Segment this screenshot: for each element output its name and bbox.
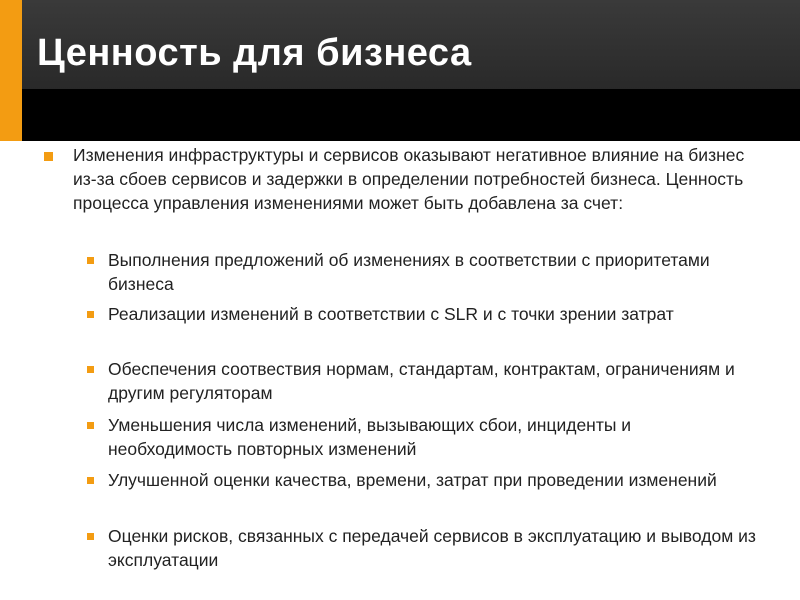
square-bullet-icon bbox=[87, 311, 94, 318]
slide-content bbox=[0, 141, 800, 600]
square-bullet-icon bbox=[87, 257, 94, 264]
square-bullet-icon bbox=[44, 152, 53, 161]
sub-bullet-item bbox=[0, 468, 800, 520]
sub-bullet-text: Реализации изменений в соответствии с SLR и с точки зрении затрат bbox=[108, 304, 674, 324]
sub-bullet-text: Оценки рисков, связанных с передачей сервисов в эксплуатацию и выводом из эксплуатации bbox=[108, 526, 756, 570]
sub-bullet-item bbox=[0, 413, 800, 465]
title-bar bbox=[0, 0, 800, 141]
orange-accent-bar bbox=[0, 0, 22, 141]
sub-bullet-text: Улучшенной оценки качества, времени, затрат при проведении изменений bbox=[108, 470, 717, 490]
sub-bullet-item bbox=[0, 248, 800, 300]
sub-bullet-item bbox=[0, 302, 800, 354]
sub-bullet-text: Уменьшения числа изменений, вызывающих сбои, инциденты и необходимость повторных изменений bbox=[108, 415, 632, 459]
slide-title: Ценность для бизнеса bbox=[37, 32, 472, 74]
square-bullet-icon bbox=[87, 533, 94, 540]
sub-bullet-item bbox=[0, 357, 800, 409]
square-bullet-icon bbox=[87, 422, 94, 429]
main-bullet-text: Изменения инфраструктуры и сервисов оказывают негативное влияние на бизнес из-за сбоев сервисов и задержки в определении потребностей бизнеса. Ценность процесса управления изменениями может быть добавлена за счет: bbox=[73, 145, 745, 213]
title-bar-lower-band bbox=[0, 89, 800, 141]
sub-bullet-text: Обеспечения соотвествия нормам, стандартам, контрактам, ограничениям и другим регуляторам bbox=[108, 359, 735, 403]
sub-bullet-text: Выполнения предложений об изменениях в соответствии с приоритетами бизнеса bbox=[108, 250, 710, 294]
square-bullet-icon bbox=[87, 366, 94, 373]
square-bullet-icon bbox=[87, 477, 94, 484]
sub-bullet-item bbox=[0, 524, 800, 576]
